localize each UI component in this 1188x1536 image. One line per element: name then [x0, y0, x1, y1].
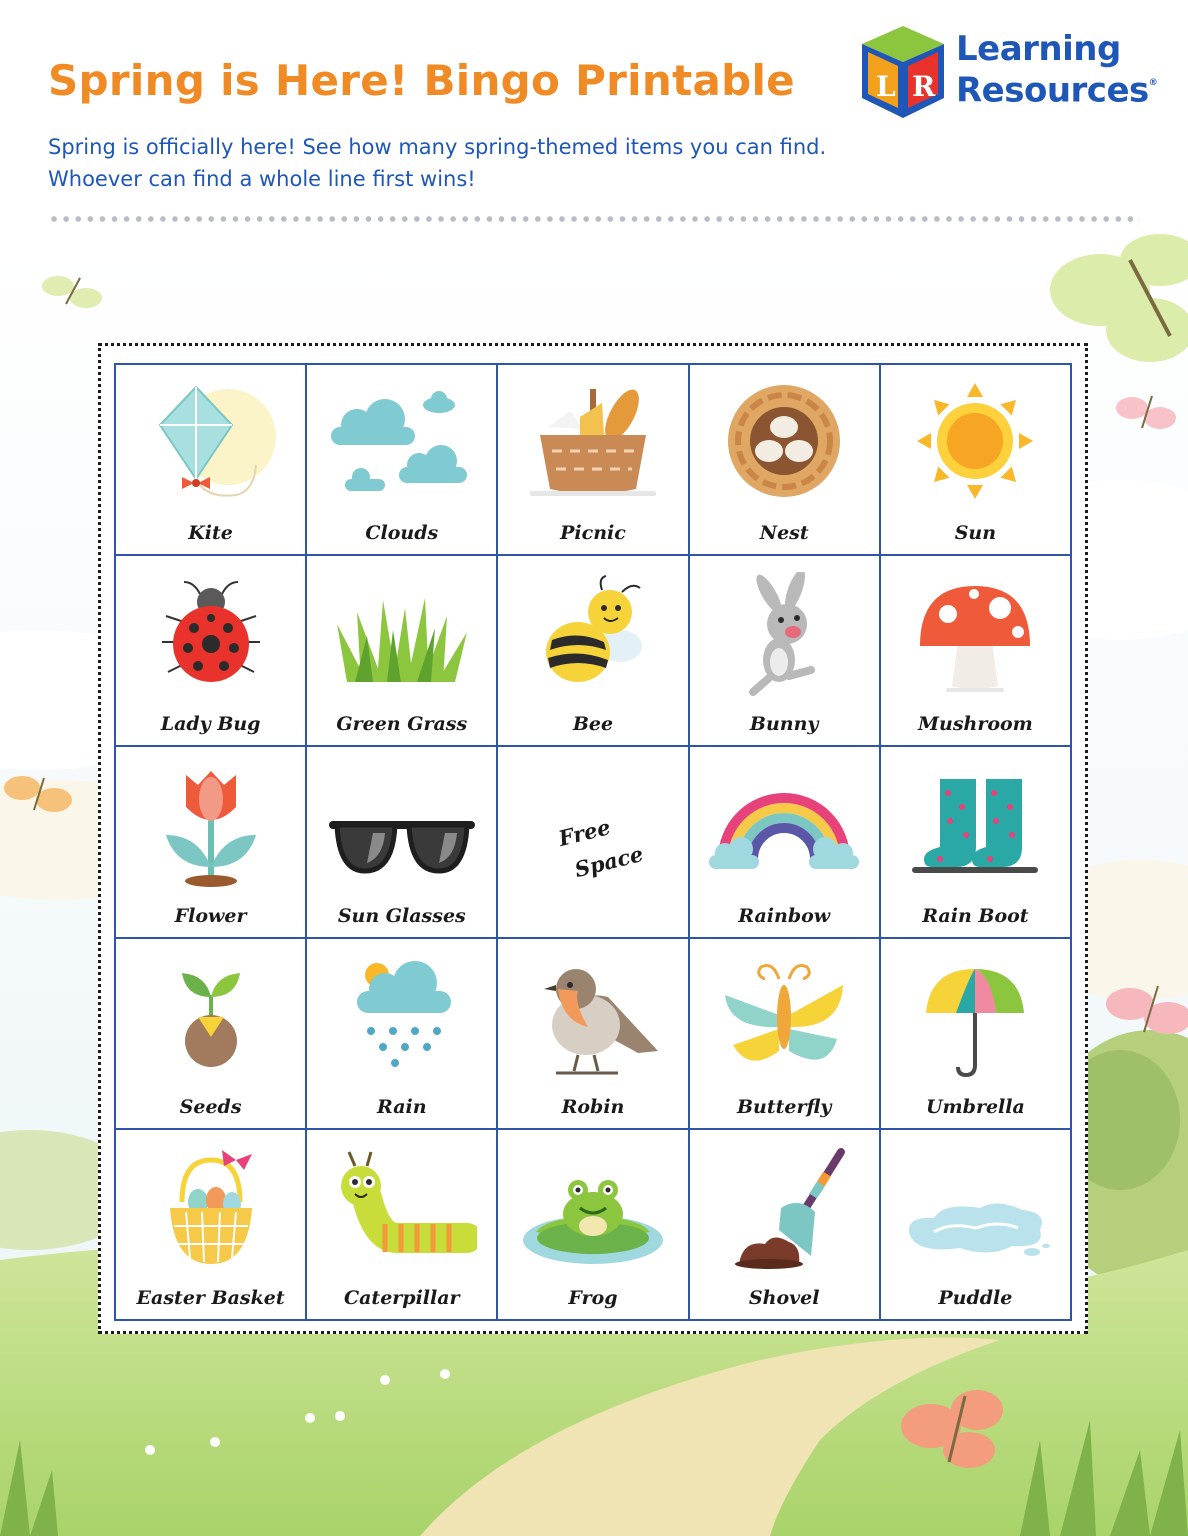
bingo-cell-shovel[interactable] [690, 1130, 881, 1321]
bingo-cell-easter-basket[interactable] [116, 1130, 307, 1321]
cell-label: Shovel [748, 1286, 820, 1309]
bingo-cell-flower[interactable] [116, 747, 307, 938]
bingo-cell-caterpillar[interactable] [307, 1130, 498, 1321]
bingo-cell-rain-boot[interactable] [881, 747, 1072, 938]
frog-icon [518, 1146, 668, 1276]
bingo-cell-robin[interactable] [498, 939, 689, 1130]
bee-icon [518, 572, 668, 702]
bingo-cell-butterfly[interactable] [690, 939, 881, 1130]
sun-icon [900, 381, 1050, 511]
dotted-divider [48, 212, 1140, 226]
bunny-icon [709, 572, 859, 702]
umbrella-icon [900, 955, 1050, 1085]
nest-icon [709, 381, 859, 511]
free-space-line-2: Space [572, 841, 647, 883]
cell-label: Frog [568, 1286, 618, 1309]
bingo-cell-picnic[interactable] [498, 365, 689, 556]
cell-label: Rainbow [738, 904, 831, 927]
bingo-cell-bunny[interactable] [690, 556, 881, 747]
cell-label: Kite [188, 522, 233, 545]
bingo-cell-umbrella[interactable] [881, 939, 1072, 1130]
bingo-cell-lady-bug[interactable] [116, 556, 307, 747]
cell-label: Green Grass [336, 713, 468, 736]
cell-label: Sun Glasses [337, 904, 466, 927]
rain-cloud-icon [327, 955, 477, 1085]
logo-wordmark [956, 30, 1157, 109]
svg-text:L: L [876, 70, 896, 103]
puddle-icon [900, 1146, 1050, 1276]
kite-icon [136, 381, 286, 511]
page-header [48, 56, 848, 195]
bingo-cell-rainbow[interactable] [690, 747, 881, 938]
caterpillar-icon [327, 1146, 477, 1276]
robin-icon [518, 955, 668, 1085]
logo-line-2: Resources [956, 70, 1149, 111]
bingo-cell-clouds[interactable] [307, 365, 498, 556]
cell-label: Easter Basket [136, 1286, 285, 1309]
bingo-cell-seeds[interactable] [116, 939, 307, 1130]
cell-label: Robin [561, 1095, 625, 1118]
bingo-cell-kite[interactable] [116, 365, 307, 556]
butterfly-icon [709, 955, 859, 1085]
intro-text: Spring is officially here! See how many spring-themed items you can find. Whoever can find a whole line first wins! [48, 135, 827, 191]
cell-label: Bunny [749, 713, 819, 736]
cell-label: Sun [954, 522, 997, 545]
rainbow-icon [709, 763, 859, 893]
cell-label: Puddle [938, 1286, 1013, 1309]
bingo-cell-puddle[interactable] [881, 1130, 1072, 1321]
cell-label: Umbrella [925, 1095, 1025, 1118]
bingo-grid [114, 363, 1072, 1321]
bingo-cell-frog[interactable] [498, 1130, 689, 1321]
page-title: Spring is Here! Bingo Printable [48, 56, 795, 105]
flower-icon [136, 763, 286, 893]
svg-text:R: R [912, 70, 936, 103]
bingo-cell-bee[interactable] [498, 556, 689, 747]
bingo-cell-sun-glasses[interactable] [307, 747, 498, 938]
cell-label: Butterfly [737, 1095, 832, 1118]
grass-icon [327, 572, 477, 702]
sunglasses-icon [327, 763, 477, 893]
picnic-basket-icon [518, 381, 668, 511]
bingo-cell-sun[interactable] [881, 365, 1072, 556]
bingo-cell-green-grass[interactable] [307, 556, 498, 747]
cell-label: Nest [759, 522, 809, 545]
cell-label: Clouds [365, 522, 439, 545]
cell-label: Caterpillar [344, 1286, 460, 1309]
cell-label: Mushroom [917, 713, 1033, 736]
lr-cube-icon [858, 22, 948, 122]
mushroom-icon [900, 572, 1050, 702]
easter-basket-icon [136, 1146, 286, 1276]
cell-label: Rain Boot [922, 904, 1029, 927]
cell-label: Flower [174, 904, 247, 927]
bingo-cell-mushroom[interactable] [881, 556, 1072, 747]
learning-resources-logo [858, 22, 1168, 122]
clouds-icon [327, 381, 477, 511]
ladybug-icon [136, 572, 286, 702]
bingo-cell-rain[interactable] [307, 939, 498, 1130]
free-space-text [556, 802, 660, 890]
shovel-icon [709, 1146, 859, 1276]
cell-label: Bee [572, 713, 614, 736]
registered-mark: ® [1148, 78, 1158, 88]
cell-label: Lady Bug [160, 713, 261, 736]
bingo-cell-nest[interactable] [690, 365, 881, 556]
cell-label: Seeds [179, 1095, 242, 1118]
cell-label: Rain [377, 1095, 427, 1118]
bingo-cell-free-space[interactable] [498, 747, 689, 938]
cell-label: Picnic [560, 522, 626, 545]
free-space-line-1: Free [556, 814, 614, 852]
seed-icon [136, 955, 286, 1085]
rain-boot-icon [900, 763, 1050, 893]
logo-line-1: Learning [956, 29, 1121, 69]
